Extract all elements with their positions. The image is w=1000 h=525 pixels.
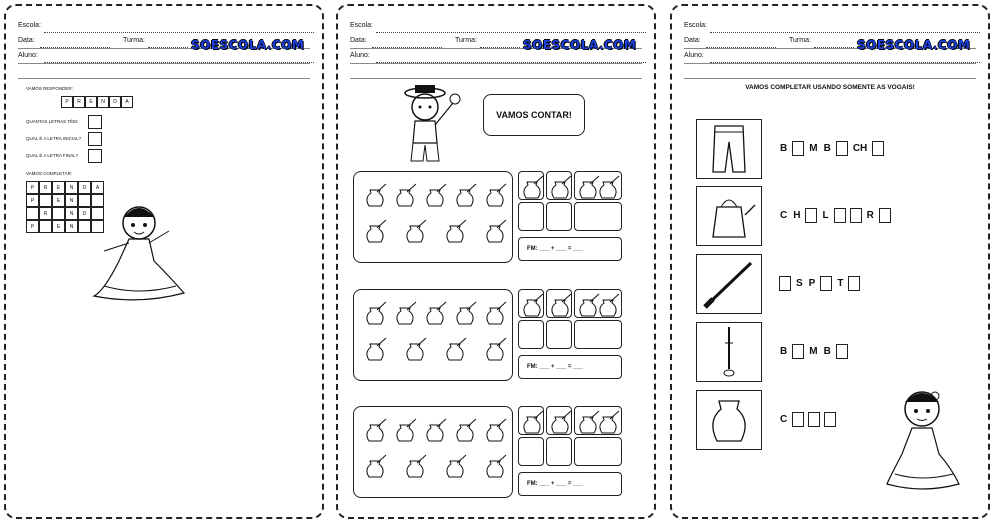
aluno-label: Aluno:	[350, 52, 370, 59]
turma-label: Turma:	[789, 37, 811, 44]
word-letter: C	[780, 414, 788, 425]
grid-cell: E	[52, 181, 65, 194]
letter-cell: A	[121, 96, 133, 108]
word-letter: B	[823, 346, 831, 357]
word-letter: B	[780, 346, 788, 357]
word-letter: C	[780, 210, 788, 221]
picture-spit	[696, 254, 762, 314]
word-letter: M	[809, 143, 818, 154]
picture-pants	[696, 119, 762, 179]
answer-box[interactable]	[88, 132, 102, 146]
grid-cell[interactable]	[52, 207, 65, 220]
vowel-box[interactable]	[805, 208, 817, 223]
girl-illustration	[877, 384, 967, 499]
word-letter: H	[793, 210, 801, 221]
gourd-icons	[354, 290, 512, 380]
site-logo: SOESCOLA.COM	[857, 38, 971, 52]
grid-cell: R	[39, 207, 52, 220]
counting-title: VAMOS CONTAR!	[483, 94, 585, 136]
gourd-sample-box	[518, 406, 544, 435]
word-letter: R	[866, 210, 874, 221]
vowel-box[interactable]	[836, 141, 848, 156]
letter-cell: E	[85, 96, 97, 108]
grid-cell[interactable]	[39, 220, 52, 233]
count-answer-box[interactable]	[574, 202, 622, 231]
formula-text: FM: ___ + ___ = ___	[527, 481, 584, 487]
answer-box[interactable]	[88, 115, 102, 129]
picture-gourd	[696, 390, 762, 450]
vowel-box[interactable]	[792, 344, 804, 359]
grid-cell: P	[26, 194, 39, 207]
grid-cell: P	[26, 181, 39, 194]
gourd-icon	[519, 172, 545, 200]
gourd-icons	[354, 172, 512, 262]
gourd-panel	[353, 171, 513, 263]
gourd-sample-box	[574, 171, 622, 200]
gourd-sample-box	[518, 171, 544, 200]
grid-cell: R	[39, 181, 52, 194]
formula-text: FM: ___ + ___ = ___	[527, 246, 584, 252]
vowel-box[interactable]	[848, 276, 860, 291]
boy-illustration	[393, 81, 473, 166]
grid-cell[interactable]	[26, 207, 39, 220]
vowels-title: VAMOS COMPLETAR USANDO SOMENTE AS VOGAIS!	[745, 84, 915, 91]
gourd-icon	[519, 407, 545, 435]
gourd-icon	[519, 290, 545, 318]
word-letter: M	[809, 346, 818, 357]
vowel-box[interactable]	[836, 344, 848, 359]
count-answer-box[interactable]	[518, 320, 544, 349]
gourd-sample-box	[546, 406, 572, 435]
answer-box[interactable]	[88, 149, 102, 163]
grid-cell: N	[65, 220, 78, 233]
letter-cell: R	[73, 96, 85, 108]
gourd-sample-box	[546, 289, 572, 318]
gourd-panel	[353, 289, 513, 381]
aluno-label: Aluno:	[684, 52, 704, 59]
turma-label: Turma:	[455, 37, 477, 44]
gourd-icon	[575, 290, 623, 318]
grid-cell: D	[78, 207, 91, 220]
word-letter: CH	[852, 143, 868, 154]
site-logo: SOESCOLA.COM	[523, 38, 637, 52]
gourd-icon	[575, 407, 623, 435]
question-count: QUANTAS LETRAS TÊM:	[26, 119, 79, 124]
data-label: Data:	[18, 37, 35, 44]
vowel-box[interactable]	[792, 141, 804, 156]
worksheet-vowels	[670, 4, 990, 519]
formula-box[interactable]	[518, 472, 622, 496]
completar-label: VAMOS COMPLETAR:	[26, 171, 73, 176]
vowel-box[interactable]	[850, 208, 862, 223]
aluno-label: Aluno:	[18, 52, 38, 59]
formula-box[interactable]	[518, 355, 622, 379]
data-label: Data:	[350, 37, 367, 44]
gourd-sample-box	[574, 289, 622, 318]
grid-cell: N	[65, 194, 78, 207]
count-answer-box[interactable]	[574, 437, 622, 466]
word-row	[777, 344, 850, 359]
word-row	[777, 208, 893, 223]
gourd-sample-box	[546, 171, 572, 200]
word-letter: L	[822, 210, 829, 221]
responder-label: VAMOS RESPONDER:	[26, 86, 73, 91]
vowel-box[interactable]	[792, 412, 804, 427]
vowel-box[interactable]	[779, 276, 791, 291]
grid-cell: N	[65, 207, 78, 220]
gourd-icon	[547, 172, 573, 200]
letter-cell: D	[109, 96, 121, 108]
grid-cell: E	[52, 220, 65, 233]
gourd-icons	[354, 407, 512, 497]
question-final: QUAL É A LETRA FINAL?	[26, 153, 79, 158]
gourd-icon	[547, 290, 573, 318]
letter-cell: P	[61, 96, 73, 108]
gourd-icon	[547, 407, 573, 435]
grid-cell: E	[52, 194, 65, 207]
count-answer-box[interactable]	[546, 202, 572, 231]
count-answer-box[interactable]	[546, 437, 572, 466]
vowel-box[interactable]	[879, 208, 891, 223]
vowel-box[interactable]	[872, 141, 884, 156]
grid-cell: D	[78, 181, 91, 194]
count-answer-box[interactable]	[546, 320, 572, 349]
turma-label: Turma:	[123, 37, 145, 44]
escola-label: Escola:	[18, 22, 41, 29]
word-row	[777, 412, 838, 427]
count-answer-box[interactable]	[518, 437, 544, 466]
vowel-box[interactable]	[834, 208, 846, 223]
worksheet-counting	[336, 4, 656, 519]
gourd-sample-box	[518, 289, 544, 318]
worksheet-letters	[4, 4, 324, 519]
formula-text: FM: ___ + ___ = ___	[527, 364, 584, 370]
word-letter: S	[796, 278, 803, 289]
data-label: Data:	[684, 37, 701, 44]
word-letter: B	[780, 143, 788, 154]
site-logo: SOESCOLA.COM	[191, 38, 305, 52]
vowel-box[interactable]	[820, 276, 832, 291]
count-answer-box[interactable]	[574, 320, 622, 349]
formula-box[interactable]	[518, 237, 622, 261]
gourd-sample-box	[574, 406, 622, 435]
grid-cell: P	[26, 220, 39, 233]
escola-label: Escola:	[684, 22, 707, 29]
grid-cell: N	[65, 181, 78, 194]
girl-illustration	[84, 201, 194, 306]
gourd-icon	[575, 172, 623, 200]
letter-cell: N	[97, 96, 109, 108]
question-initial: QUAL É A LETRA INICIAL?	[26, 136, 82, 141]
vowel-box[interactable]	[824, 412, 836, 427]
gourd-panel	[353, 406, 513, 498]
word-letter: T	[837, 278, 844, 289]
word-row	[777, 141, 886, 156]
word-row	[777, 276, 862, 291]
grid-cell[interactable]	[39, 194, 52, 207]
grid-cell: A	[91, 181, 104, 194]
escola-label: Escola:	[350, 22, 373, 29]
count-answer-box[interactable]	[518, 202, 544, 231]
word-letter: P	[808, 278, 816, 289]
word-letter: B	[823, 143, 831, 154]
picture-straw	[696, 322, 762, 382]
picture-kettle	[696, 186, 762, 246]
vowel-box[interactable]	[808, 412, 820, 427]
